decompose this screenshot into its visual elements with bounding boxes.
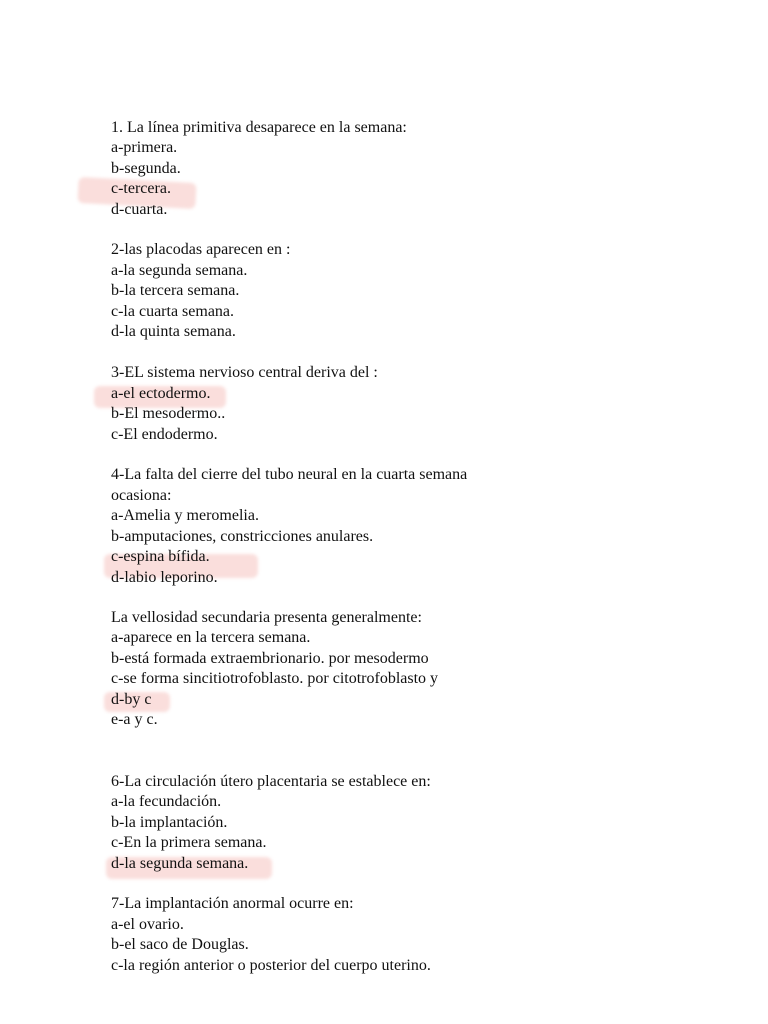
- question-5-option-a: a-aparece en la tercera semana.: [111, 629, 311, 646]
- question-4-option-c: c-espina bífida.: [111, 548, 210, 565]
- question-7-option-a: a-el ovario.: [111, 916, 184, 933]
- question-4-stem: 4-La falta del cierre del tubo neural en la cuarta semana: [111, 466, 468, 483]
- question-1-option-c: c-tercera.: [111, 180, 171, 197]
- question-2-option-c: c-la cuarta semana.: [111, 303, 235, 320]
- question-7-stem: 7-La implantación anormal ocurre en:: [111, 895, 354, 912]
- question-5-option-c: c-se forma sincitiotrofoblasto. por citotrofoblasto y: [111, 670, 439, 687]
- question-6-option-b: b-la implantación.: [111, 814, 228, 831]
- question-6-option-c: c-En la primera semana.: [111, 834, 267, 851]
- question-2-option-d: d-la quinta semana.: [111, 323, 236, 340]
- question-1-option-d: d-cuarta.: [111, 201, 168, 218]
- question-6-option-a: a-la fecundación.: [111, 793, 222, 810]
- question-3-option-c: c-El endodermo.: [111, 426, 218, 443]
- question-3-option-b: b-El mesodermo..: [111, 405, 226, 422]
- question-7-option-c: c-la región anterior o posterior del cuerpo uterino.: [111, 957, 431, 974]
- question-5-stem: La vellosidad secundaria presenta generalmente:: [111, 609, 422, 626]
- question-4-option-a: a-Amelia y meromelia.: [111, 507, 259, 524]
- question-5-option-e: e-a y c.: [111, 711, 158, 728]
- question-5-option-d: d-by c: [111, 691, 152, 708]
- question-7-option-b: b-el saco de Douglas.: [111, 936, 249, 953]
- question-4-option-d: d-labio leporino.: [111, 569, 218, 586]
- question-2-stem: 2-las placodas aparecen en :: [111, 241, 291, 258]
- question-1-option-a: a-primera.: [111, 139, 178, 156]
- question-3-option-a: a-el ectodermo.: [111, 385, 211, 402]
- question-1-stem: 1. La línea primitiva desaparece en la semana:: [111, 119, 407, 136]
- question-2-option-b: b-la tercera semana.: [111, 282, 240, 299]
- question-2-option-a: a-la segunda semana.: [111, 262, 248, 279]
- question-6-stem: 6-La circulación útero placentaria se establece en:: [111, 773, 431, 790]
- question-3-stem: 3-EL sistema nervioso central deriva del :: [111, 364, 378, 381]
- question-4-option-b: b-amputaciones, constricciones anulares.: [111, 528, 374, 545]
- question-5-option-b: b-está formada extraembrionario. por mesodermo: [111, 650, 429, 667]
- question-4-stem-line2: ocasiona:: [111, 487, 172, 504]
- question-6-option-d: d-la segunda semana.: [111, 855, 249, 872]
- question-1-option-b: b-segunda.: [111, 160, 181, 177]
